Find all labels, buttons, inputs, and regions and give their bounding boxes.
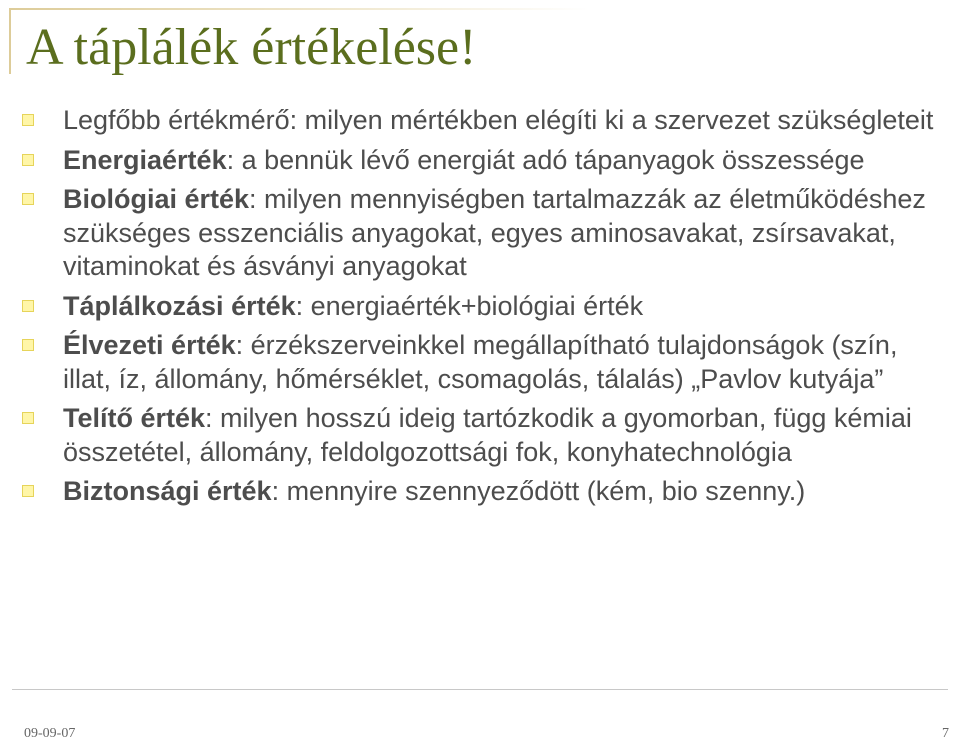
bullet-term: Táplálkozási érték bbox=[63, 290, 296, 321]
bullet-item bbox=[22, 475, 942, 509]
square-bullet-icon bbox=[22, 339, 34, 351]
bullet-item bbox=[22, 104, 942, 138]
footer-date: 09-09-07 bbox=[24, 726, 76, 741]
bullet-text: Legfőbb értékmérő: milyen mértékben elégíti ki a szervezet szükségleteit bbox=[63, 105, 934, 135]
bullet-term: Biológiai érték bbox=[63, 184, 250, 214]
bullet-item bbox=[22, 402, 942, 469]
square-bullet-icon bbox=[22, 193, 34, 205]
square-bullet-icon bbox=[22, 412, 34, 424]
bullet-item bbox=[22, 183, 942, 284]
title-accent-vertical-line bbox=[9, 8, 11, 74]
bullet-text: : milyen hosszú ideig tartózkodik a gyomorban, függ kémiai összetétel, állomány, feldolgozottsági fok, konyhatechnológia bbox=[63, 403, 912, 467]
bullet-term: Élvezeti érték bbox=[63, 330, 236, 360]
square-bullet-icon bbox=[22, 154, 34, 166]
slide-title: A táplálék értékelése! bbox=[26, 19, 477, 76]
bullet-text: : milyen mennyiségben tartalmazzák az életműködéshez szükséges esszenciális anyagokat, egyes aminosavakat, zsírsavakat, vitaminokat és ásványi anyagokat bbox=[63, 184, 926, 281]
bullet-item bbox=[22, 329, 942, 396]
bullet-list bbox=[22, 104, 942, 509]
bullet-text: : energiaérték+biológiai érték bbox=[295, 290, 644, 321]
page-number: 7 bbox=[942, 726, 949, 741]
bullet-item bbox=[22, 144, 942, 178]
bullet-item bbox=[22, 290, 942, 324]
footer-divider bbox=[12, 689, 948, 690]
bullet-term: Telítő érték bbox=[63, 403, 206, 433]
bullet-text: : érzékszerveinkkel megállapítható tulajdonságok (szín, illat, íz, állomány, hőmérséklet, csomagolás, tálalás) „Pavlov kutyája” bbox=[63, 330, 898, 394]
title-accent-horizontal-line bbox=[9, 8, 589, 10]
bullet-term: Biztonsági érték bbox=[63, 476, 272, 506]
square-bullet-icon bbox=[22, 300, 34, 312]
square-bullet-icon bbox=[22, 485, 34, 497]
bullet-text: : mennyire szennyeződött (kém, bio szenny.) bbox=[271, 476, 806, 506]
bullet-text: : a bennük lévő energiát adó tápanyagok összessége bbox=[226, 144, 865, 175]
bullet-term: Energiaérték bbox=[63, 144, 227, 175]
square-bullet-icon bbox=[22, 114, 34, 126]
